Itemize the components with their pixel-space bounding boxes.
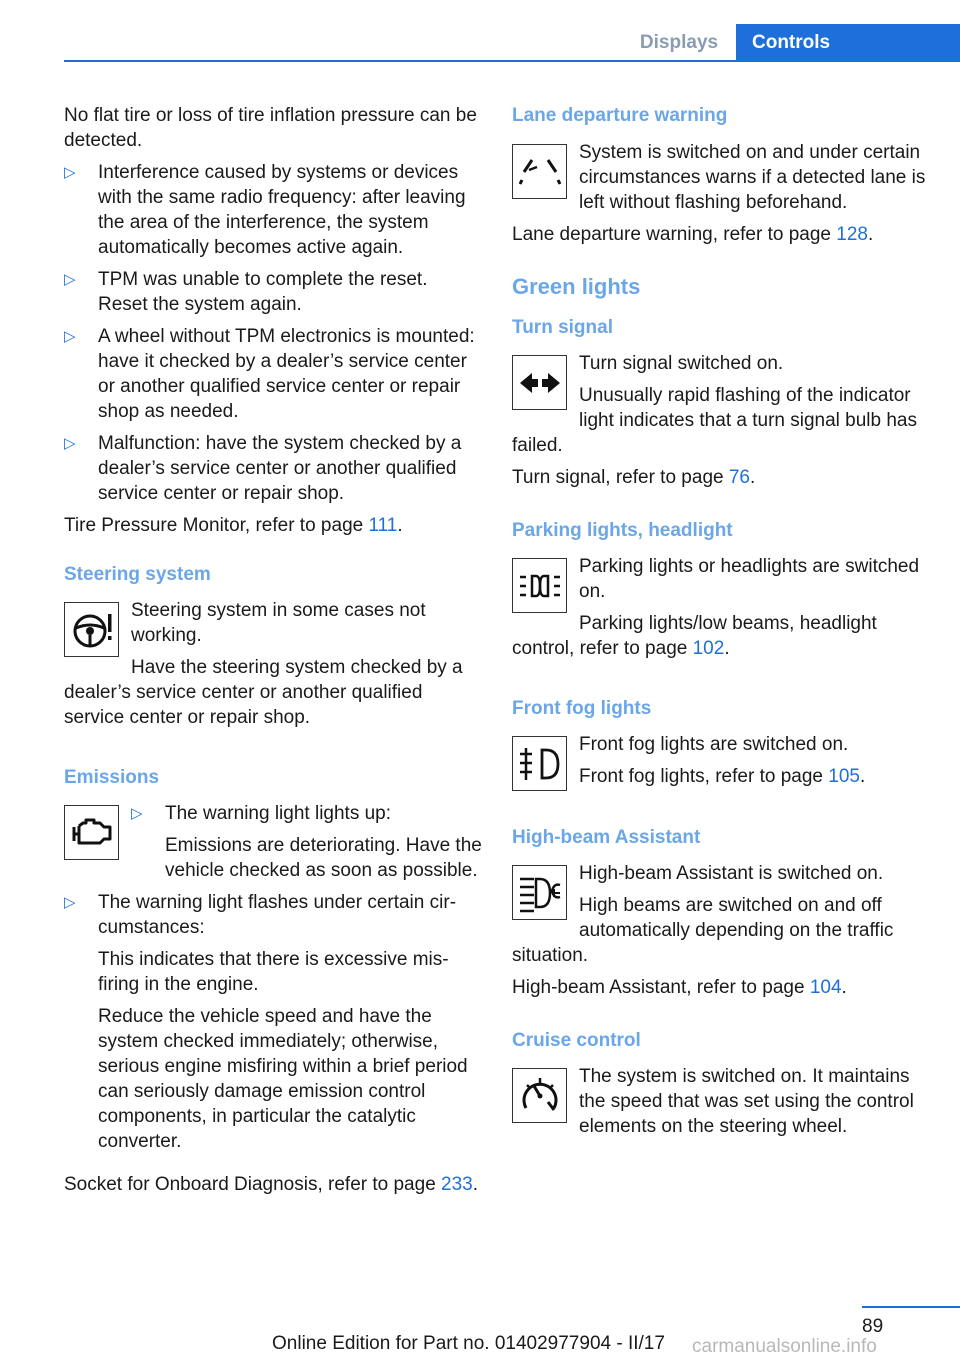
bullet-text: Interference caused by systems or devices with the same radio frequency: after leaving the area of the interference, the system automatically becomes active again. — [98, 162, 466, 258]
ref-text: High-beam Assistant, refer to page — [512, 977, 810, 998]
ref-text: Front fog lights, refer to page — [579, 766, 829, 787]
fog-heading: Front fog lights — [512, 698, 652, 719]
tpm-reference — [64, 513, 482, 538]
steering-heading: Steering system — [64, 564, 211, 585]
list-item — [64, 267, 482, 317]
bullet-triangle-icon: ▷ — [64, 328, 76, 345]
period: . — [859, 766, 866, 787]
bullet-triangle-icon: ▷ — [64, 894, 76, 911]
green-lights-heading: Green lights — [512, 274, 641, 299]
cruise-control-icon — [512, 1068, 567, 1123]
bullet-text: TPM was unable to complete the reset. Reset the system again. — [98, 269, 428, 315]
fog-line1: Front fog lights are switched on. — [579, 734, 849, 755]
steering-line1: Steering system in some cases not working. — [131, 600, 426, 646]
bullet-text: Malfunction: have the system checked by a dealer’s service center or another qualified service center or repair shop. — [98, 433, 462, 504]
intro-text: No flat tire or loss of tire inflation pressure can be detected. — [64, 105, 477, 151]
turn-line1: Turn signal switched on. — [579, 353, 784, 374]
bullet-triangle-icon: ▷ — [64, 271, 76, 288]
highbeam-line2: High beams are switched on and off automatically depending on the traffic situation. — [512, 895, 894, 966]
highbeam-page-link[interactable]: 104 — [809, 977, 842, 998]
turn-heading: Turn signal — [512, 317, 613, 338]
parking-heading: Parking lights, headlight — [512, 520, 733, 541]
bullet-text: The warning light flashes under certain circumstances: — [98, 892, 457, 938]
ref-text: Socket for Onboard Diagnosis, refer to page — [64, 1174, 442, 1195]
list-item — [64, 324, 482, 424]
front-fog-lights-icon — [512, 736, 567, 791]
bullet-text: Reduce the vehicle speed and have the system checked immediately; otherwise, serious engine misfiring within a brief period can seriously damage emission control components, in particular the catalytic converter. — [98, 1006, 468, 1152]
parking-lights-icon — [512, 558, 567, 613]
parking-line1: Parking lights or headlights are switched on. — [579, 556, 920, 602]
bullet-triangle-icon: ▷ — [131, 805, 143, 822]
engine-warning-icon — [64, 805, 119, 860]
fog-page-link[interactable]: 105 — [828, 766, 860, 787]
watermark: carmanualsonline.info — [692, 1336, 877, 1357]
page-number: 89 — [862, 1316, 884, 1337]
period: . — [867, 224, 874, 245]
highbeam-line1: High-beam Assistant is switched on. — [579, 863, 884, 884]
list-item — [64, 160, 482, 260]
fog-reference — [512, 764, 932, 789]
turn-page-link[interactable]: 76 — [728, 467, 750, 488]
steering-warning-icon — [64, 602, 119, 657]
obd-reference — [64, 1172, 482, 1197]
bullet-text: Emissions are deteriorating. Have the vehicle checked as soon as possible. — [165, 835, 482, 881]
highbeam-heading: High-beam Assistant — [512, 827, 701, 848]
period: . — [750, 467, 756, 488]
obd-page-link[interactable]: 233 — [441, 1174, 473, 1195]
bullet-triangle-icon: ▷ — [64, 164, 76, 181]
edition-text: Online Edition for Part no. 01402977904 - II/17 — [272, 1333, 665, 1354]
turn-reference — [512, 465, 932, 490]
ref-text: Turn signal, refer to page — [512, 467, 729, 488]
period: . — [472, 1174, 479, 1195]
steering-line2: Have the steering system checked by a dealer’s service center or another qualified service center or repair shop. — [64, 657, 463, 728]
high-beam-assistant-icon — [512, 865, 567, 920]
cruise-line1: The system is switched on. It maintains the speed that was set using the control elements on the steering wheel. — [579, 1066, 914, 1137]
parking-page-link[interactable]: 102 — [692, 638, 725, 659]
left-column — [64, 103, 482, 1204]
lane-text: System is switched on and under certain circumstances warns if a detected lane is left without flashing beforehand. — [579, 142, 926, 213]
ref-text: Parking lights/low beams, headlight control, refer to page — [512, 613, 877, 659]
lane-heading: Lane departure warning — [512, 105, 728, 126]
emissions-heading: Emissions — [64, 767, 160, 788]
period: . — [724, 638, 730, 659]
period: . — [841, 977, 847, 998]
bullet-text: A wheel without TPM electronics is mounted: have it checked by a dealer’s service center or another qualified service center or repair shop as needed. — [98, 326, 475, 422]
tpm-page-link[interactable]: 111 — [368, 515, 398, 536]
turn-line2: Unusually rapid flashing of the indicator light indicates that a turn signal bulb has failed. — [512, 385, 917, 456]
list-item — [64, 890, 482, 1154]
tab-controls[interactable]: Controls — [736, 24, 960, 62]
tab-displays[interactable]: Displays — [639, 32, 719, 53]
list-item — [131, 801, 482, 883]
parking-line2 — [512, 611, 932, 661]
ref-text: Tire Pressure Monitor, refer to page — [64, 515, 369, 536]
bullet-text: This indicates that there is excessive misfiring in the engine. — [98, 949, 449, 995]
lane-reference — [512, 222, 932, 247]
cruise-heading: Cruise control — [512, 1030, 641, 1051]
period: . — [397, 515, 403, 536]
lane-page-link[interactable]: 128 — [836, 224, 868, 245]
bullet-text: The warning light lights up: — [165, 803, 392, 824]
footer-rule — [862, 1306, 960, 1308]
header-rule — [64, 60, 960, 62]
ref-text: Lane departure warning, refer to page — [512, 224, 837, 245]
highbeam-reference — [512, 975, 932, 1000]
right-column — [512, 103, 932, 1146]
list-item — [64, 431, 482, 506]
bullet-triangle-icon: ▷ — [64, 435, 76, 452]
turn-signal-icon — [512, 355, 567, 410]
lane-departure-icon — [512, 144, 567, 199]
